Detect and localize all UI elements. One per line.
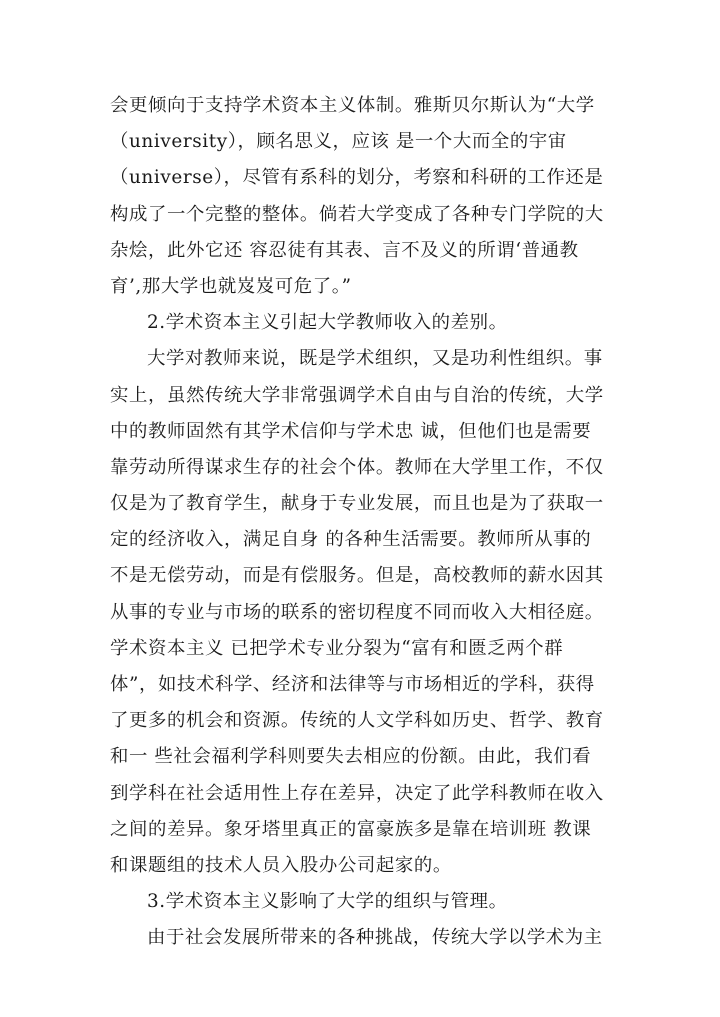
text-line: 到学科在社会适用性上存在差异，决定了此学科教师在收入 [110,782,604,804]
text-line: 会更倾向于支持学术资本主义体制。雅斯贝尔斯认为“大学 [110,95,595,116]
text-line: （universe），尽管有系科的划分，考察和科研的工作还是 [110,167,604,189]
text-line: 大学对教师来说，既是学术组织，又是功利性组织。事 [147,348,603,370]
text-line: 2.学术资本主义引起大学教师收入的差别。 [147,312,508,334]
text-line: 3.学术资本主义影响了大学的组织与管理。 [147,891,508,913]
document-body [110,88,610,957]
text-line: 体”，如技术科学、经济和法律等与市场相近的学科，获得 [110,674,595,695]
text-line: 杂烩，此外它还 容忍徒有其表、言不及义的所谓‘普通教 [110,239,579,261]
text-line: 之间的差异。象牙塔里真正的富豪族多是靠在培训班 教课 [110,818,592,840]
text-line: 实上，虽然传统大学非常强调学术自由与自治的传统，大学 [110,384,604,406]
text-line: 从事的专业与市场的联系的密切程度不同而收入大相径庭。 [110,601,604,623]
text-line: 不是无偿劳动，而是有偿服务。但是，高校教师的薪水因其 [110,565,604,587]
text-line: 育’,那大学也就岌岌可危了。” [110,275,352,297]
text-line: （university），顾名思义，应该 是一个大而全的宇宙 [110,131,567,153]
text-line: 构成了一个完整的整体。倘若大学变成了各种专门学院的大 [110,203,604,225]
text-line: 和课题组的技术人员入股办公司起家的。 [110,854,452,876]
text-line: 了更多的机会和资源。传统的人文学科如历史、哲学、教育 [110,710,604,732]
text-line: 学术资本主义 已把学术专业分裂为“富有和匮乏两个群 [110,637,564,659]
text-line: 定的经济收入，满足自身 的各种生活需要。教师所从事的 [110,529,592,551]
text-line: 中的教师固然有其学术信仰与学术忠 诚，但他们也是需要 [110,420,592,442]
text-line: 和一 些社会福利学科则要失去相应的份额。由此，我们看 [110,746,592,768]
text-line: 靠劳动所得谋求生存的社会个体。教师在大学里工作，不仅 [110,456,604,478]
text-line: 由于社会发展所带来的各种挑战，传统大学以学术为主 [147,927,603,949]
text-line: 仅是为了教育学生，献身于专业发展，而且也是为了获取一 [110,493,604,515]
